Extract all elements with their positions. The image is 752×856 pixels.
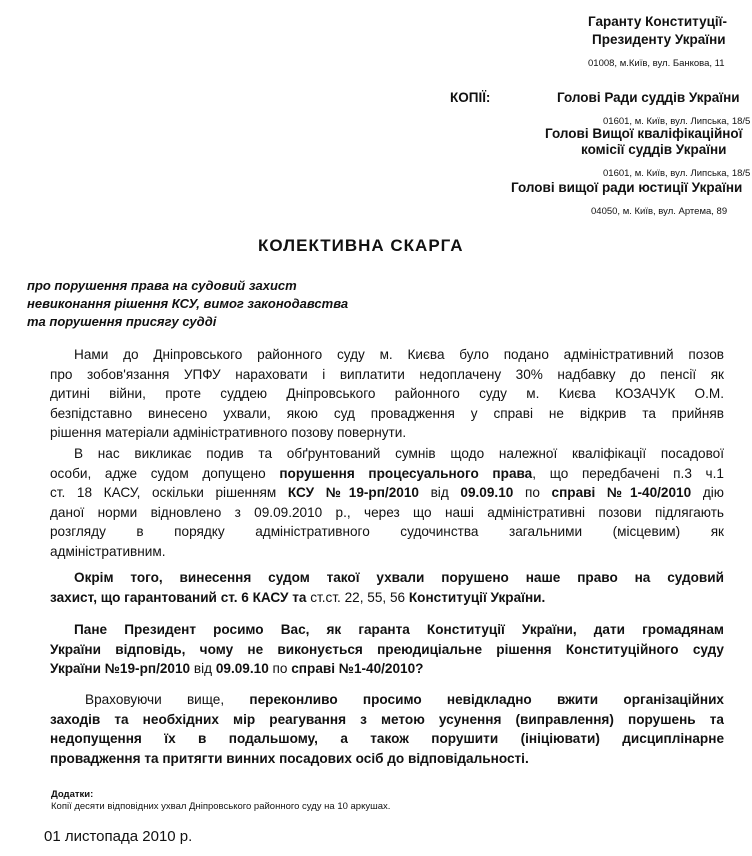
p2-line3: ст. 18 КАСУ, оскільки рішенням КСУ №19-рп/2010 від 09.09.10 по справі №1-40/2010 дію xyxy=(50,485,724,500)
copy2-address: 01601, м. Київ, вул. Липська, 18/5 xyxy=(603,168,751,179)
paragraph-5 xyxy=(50,690,724,768)
addressee-main-line2: Президенту України xyxy=(592,32,726,47)
p2-line6: адміністративним. xyxy=(50,543,166,559)
p1-line5: рішення матеріали адміністративного позову повернути. xyxy=(50,425,407,440)
copy1-name: Голові Ради суддів України xyxy=(557,90,740,105)
subject-line2: невиконання рішення КСУ, вимог законодавства xyxy=(27,296,349,311)
subject-line1: про порушення права на судовий захист xyxy=(27,278,297,293)
attachments-label: Додатки: xyxy=(51,789,94,800)
copy2-line2: комісії суддів України xyxy=(581,142,727,157)
paragraph-4 xyxy=(50,620,724,679)
p5-line3: недопущення їх в подальшому, а також порушити (ініціювати) дисциплінарне xyxy=(50,731,724,746)
p5-line2: заходів та необхідних мір реагування з метою усунення (виправлення) порушень та xyxy=(50,711,724,727)
p2-line2: особи, адже судом допущено порушення процесуального права, що передбачені п.3 ч.1 xyxy=(50,465,724,481)
copy1-address: 01601, м. Київ, вул. Липська, 18/5 xyxy=(603,116,751,127)
p3-line1: Окрім того, винесення судом такої ухвали порушено наше право на судовий xyxy=(74,570,724,585)
p1-line4: безпідставно винесено ухвали, якою суд провадження у справі не відкрив та прийняв xyxy=(50,405,724,421)
paragraph-3 xyxy=(50,568,724,607)
addressee-main-line1: Гаранту Конституції- xyxy=(588,14,727,29)
p2-line1: В нас викликає подив та обґрунтований сумнів щодо належної кваліфікації посадової xyxy=(74,446,724,461)
copy3-name: Голові вищої ради юстиції України xyxy=(511,180,743,195)
addressee-main-address: 01008, м.Київ, вул. Банкова, 11 xyxy=(588,58,725,69)
p2-line4: даної норми відновлено з 09.09.2010 р., через що наші адміністративні позови підлягають xyxy=(50,504,724,520)
subject-line3: та порушення присягу судді xyxy=(27,314,217,329)
p4-line3: України №19-рп/2010 від 09.09.10 по справі №1-40/2010? xyxy=(50,661,424,676)
copy2-line1: Голові Вищої кваліфікаційної xyxy=(545,126,743,141)
p5-line4: провадження та притягти винних посадових осіб до відповідальності. xyxy=(50,750,529,766)
p5-line1: Враховуючи вище, переконливо просимо невідкладно вжити організаційних xyxy=(85,692,724,707)
p1-line3: дитині війни, проте суддею Дніпровського районного суду м. Києва КОЗАЧУК О.М. xyxy=(50,386,724,401)
attachments-text: Копії десяти відповідних ухвал Дніпровського районного суду на 10 аркушах. xyxy=(51,801,391,812)
p4-line2: України відповідь, чому не виконується преюдиціальне рішення Конституційного суду xyxy=(50,641,724,657)
copies-label: КОПІЇ: xyxy=(450,90,491,105)
p3-line2: захист, що гарантований ст. 6 КАСУ та ст.ст. 22, 55, 56 Конституції України. xyxy=(50,589,546,605)
p2-line5: розгляду в порядку адміністративного судочинства загальними (місцевим) як xyxy=(50,524,724,539)
p1-line2: про зобов'язання УПФУ нараховати і виплатити недоплачену 30% надбавку до пенсії як xyxy=(50,366,724,382)
p4-line1: Пане Президент росимо Вас, як гаранта Конституції України, дати громадянам xyxy=(74,622,724,637)
document-date: 01 листопада 2010 р. xyxy=(44,828,193,845)
document-title: КОЛЕКТИВНА СКАРГА xyxy=(258,236,464,255)
p1-line1: Нами до Дніпровського районного суду м. Києва було подано адміністративний позов xyxy=(74,347,724,362)
paragraph-1 xyxy=(50,345,724,443)
copy3-address: 04050, м. Київ, вул. Артема, 89 xyxy=(591,206,728,217)
paragraph-2 xyxy=(50,444,724,561)
